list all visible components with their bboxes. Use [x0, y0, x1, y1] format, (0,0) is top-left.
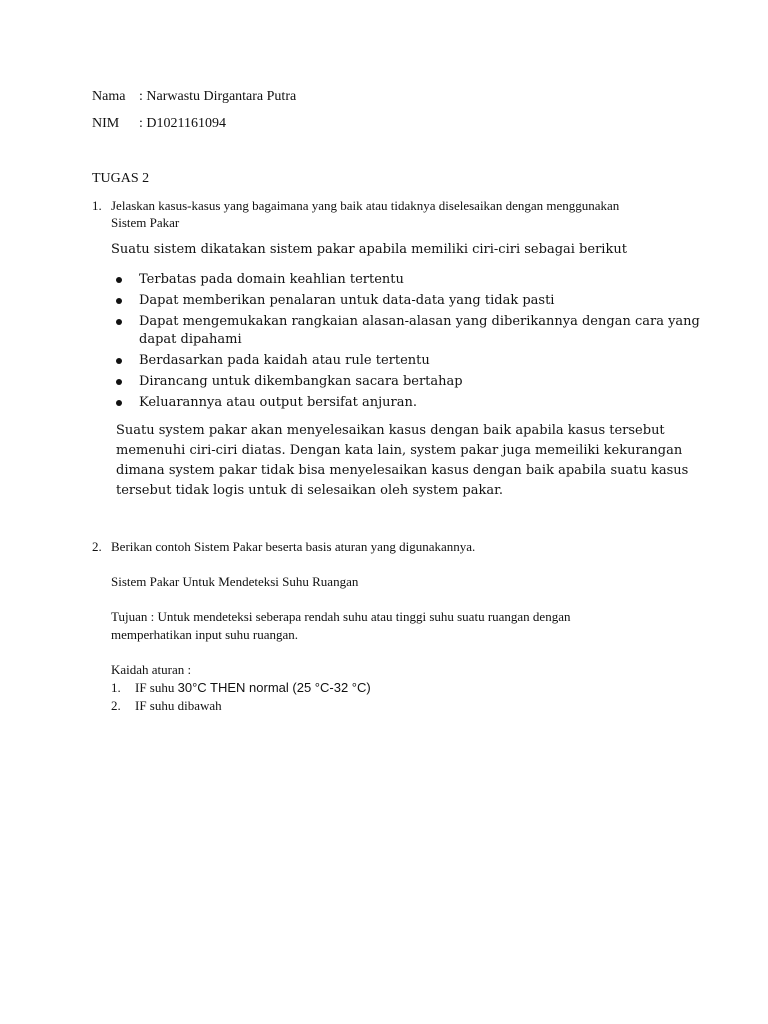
q1-question-line1: Jelaskan kasus-kasus yang bagaimana yang baik atau tidaknya diselesaikan dengan menggunakan — [111, 198, 620, 213]
q1-question-line2: Sistem Pakar — [111, 215, 180, 230]
q1-intro: Suatu sistem dikatakan sistem pakar apabila memiliki ciri-ciri sebagai berikut — [111, 242, 627, 257]
rule-number: 1. — [111, 680, 121, 695]
paragraph-line: Suatu system pakar akan menyelesaikan kasus dengan baik apabila kasus tersebut — [116, 423, 665, 438]
list-item: Berdasarkan pada kaidah atau rule tertentu — [139, 353, 430, 368]
rule-text — [135, 697, 222, 715]
q2-tujuan-line1: Tujuan : Untuk mendeteksi seberapa rendah suhu atau tinggi suhu suatu ruangan dengan — [111, 609, 571, 624]
bullet-icon — [116, 358, 122, 364]
list-item: Dapat mengemukakan rangkaian alasan-alasan yang diberikannya dengan cara yang — [139, 314, 700, 329]
q2-question: Berikan contoh Sistem Pakar beserta basis aturan yang digunakannya. — [111, 539, 476, 554]
list-item: Dirancang untuk dikembangkan sacara bertahap — [139, 374, 463, 389]
bullet-icon — [116, 298, 122, 304]
nim-label: NIM — [92, 116, 120, 131]
bullet-icon — [116, 277, 122, 283]
list-item: Keluarannya atau output bersifat anjuran. — [139, 395, 417, 410]
list-item-continuation: dapat dipahami — [139, 332, 242, 347]
rule-rest: 30°C THEN normal (25 °C-32 °C) — [177, 680, 371, 695]
paragraph-line: memenuhi ciri-ciri diatas. Dengan kata lain, system pakar juga memeiliki kekurangan — [116, 443, 683, 458]
rule-if: IF suhu — [135, 680, 178, 695]
rule-text — [135, 679, 371, 697]
paragraph-line: dimana system pakar tidak bisa menyelesaikan kasus dengan baik apabila suatu kasus — [116, 463, 689, 478]
list-item: Dapat memberikan penalaran untuk data-data yang tidak pasti — [139, 293, 555, 308]
q2-kaidah-label: Kaidah aturan : — [111, 662, 192, 677]
bullet-icon — [116, 400, 122, 406]
q2-subtitle: Sistem Pakar Untuk Mendeteksi Suhu Ruangan — [111, 574, 359, 589]
q2-tujuan-line2: memperhatikan input suhu ruangan. — [111, 627, 299, 642]
nim-value: : D1021161094 — [139, 116, 226, 131]
q1-number: 1. — [92, 198, 102, 213]
q2-number: 2. — [92, 539, 102, 554]
document-title: TUGAS 2 — [92, 171, 150, 186]
paragraph-line: tersebut tidak logis untuk di selesaikan oleh system pakar. — [116, 483, 504, 498]
bullet-icon — [116, 319, 122, 325]
nama-label: Nama — [92, 89, 126, 104]
rule-number: 2. — [111, 698, 121, 713]
list-item: Terbatas pada domain keahlian tertentu — [139, 272, 404, 287]
bullet-icon — [116, 379, 122, 385]
rule-if: IF suhu dibawah — [135, 698, 222, 713]
nama-value: : Narwastu Dirgantara Putra — [139, 89, 297, 104]
